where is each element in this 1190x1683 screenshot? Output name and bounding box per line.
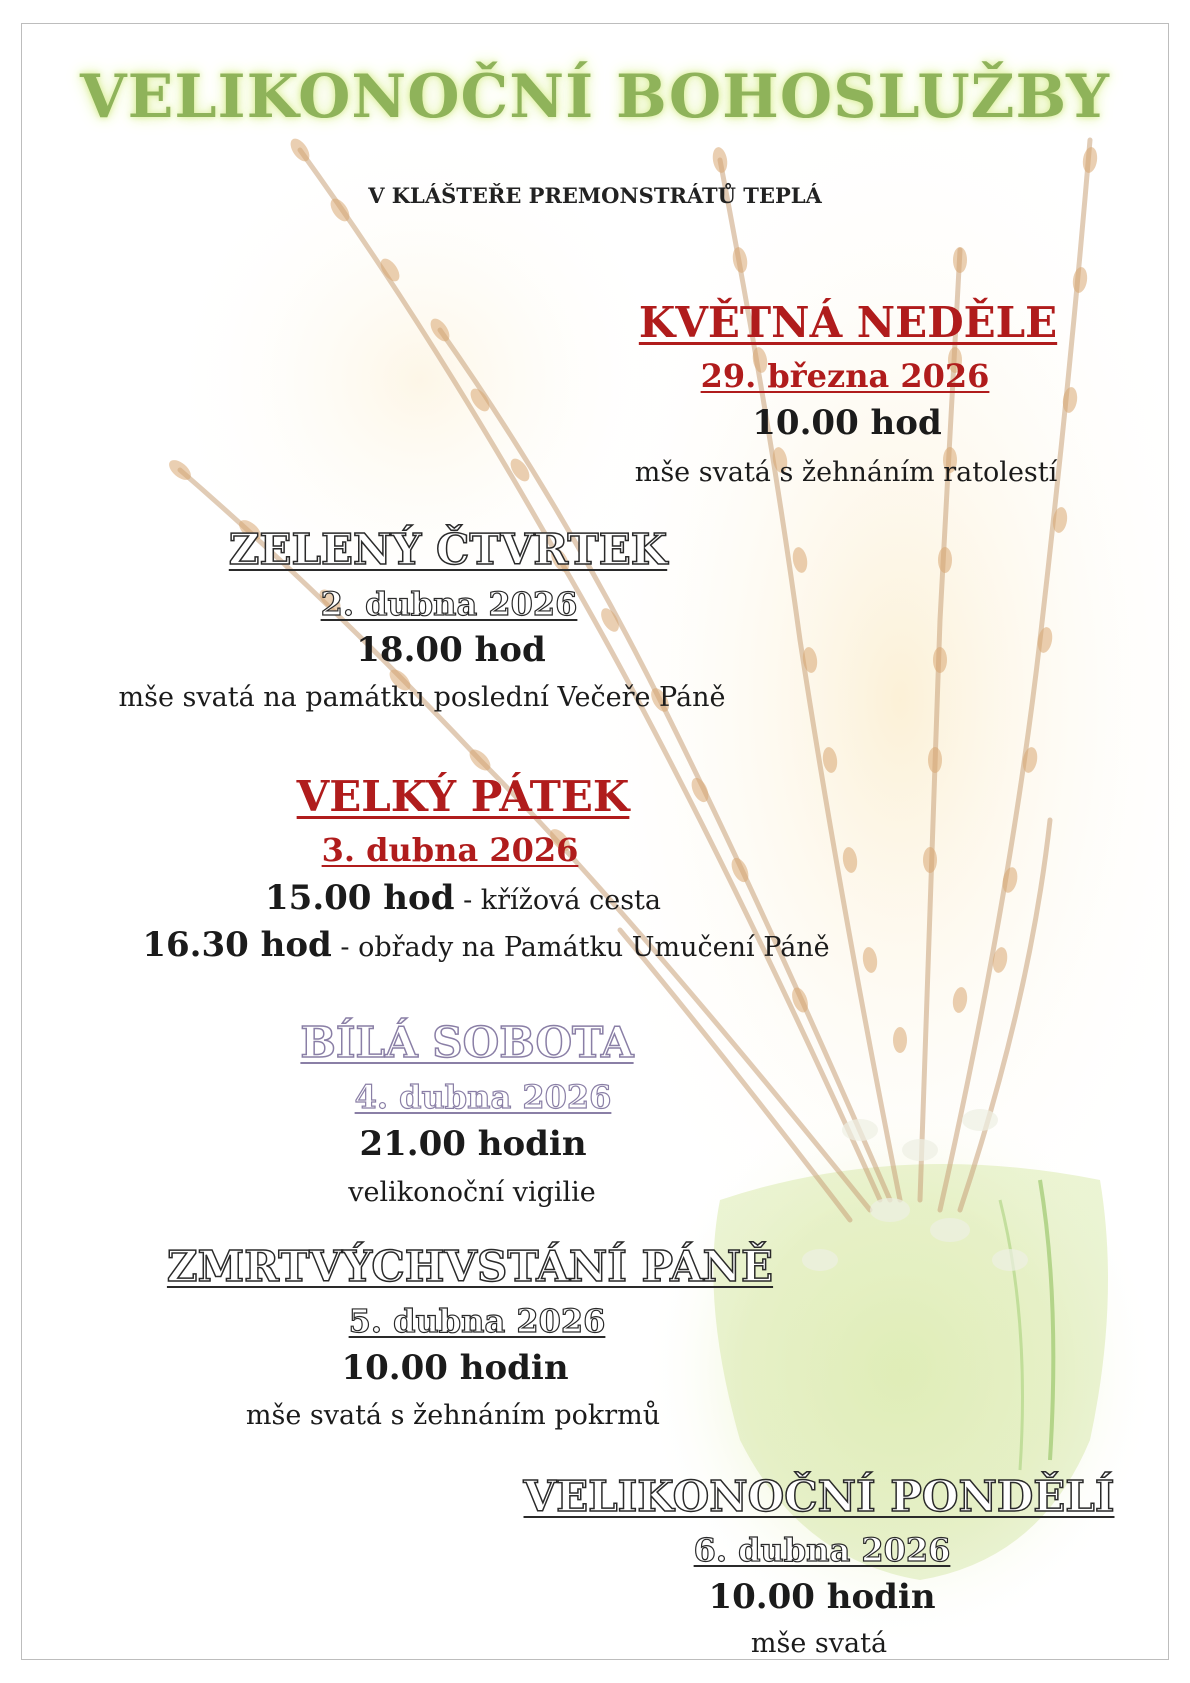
- event-zmrtvychvstani-description: mše svatá s žehnáním pokrmů: [245, 1400, 661, 1431]
- event-velky-patek-desc-1: - křížová cesta: [454, 885, 661, 916]
- event-kvetna-nedele-title: KVĚTNÁ NEDĚLE: [638, 298, 1058, 347]
- poster-subtitle: V KLÁŠTEŘE PREMONSTRÁTŮ TEPLÁ: [368, 183, 822, 208]
- event-velikonocni-pondeli-description: mše svatá: [750, 1628, 888, 1659]
- event-velky-patek-date: 3. dubna 2026: [321, 831, 579, 869]
- event-velikonocni-pondeli-time: 10.00 hodin: [708, 1577, 936, 1617]
- event-bila-sobota-time: 21.00 hodin: [359, 1124, 587, 1164]
- event-zeleny-ctvrtek-time: 18.00 hod: [356, 630, 546, 670]
- event-kvetna-nedele-date: 29. března 2026: [700, 357, 990, 395]
- poster-title: VELIKONOČNÍ BOHOSLUŽBY: [80, 62, 1110, 132]
- event-bila-sobota-description: velikonoční vigilie: [348, 1177, 596, 1208]
- event-velikonocni-pondeli-title: VELIKONOČNÍ PONDĚLÍ: [523, 1472, 1115, 1521]
- event-velky-patek-title: VELKÝ PÁTEK: [296, 772, 630, 821]
- event-zeleny-ctvrtek-description: mše svatá na památku poslední Večeře Páně: [118, 682, 726, 713]
- event-velky-patek-time-2: 16.30 hod: [142, 925, 332, 965]
- event-velky-patek-time-1: 15.00 hod: [265, 878, 455, 918]
- event-zmrtvychvstani-title: ZMRTVÝCHVSTÁNÍ PÁNĚ: [166, 1242, 774, 1291]
- event-bila-sobota-date: 4. dubna 2026: [354, 1078, 612, 1116]
- event-kvetna-nedele-time: 10.00 hod: [752, 403, 942, 443]
- event-zmrtvychvstani-date: 5. dubna 2026: [348, 1302, 606, 1340]
- event-zeleny-ctvrtek-title: ZELENÝ ČTVRTEK: [228, 525, 668, 574]
- event-kvetna-nedele-description: mše svatá s žehnáním ratolestí: [634, 457, 1058, 488]
- event-velky-patek-line-1: [265, 878, 661, 918]
- event-zeleny-ctvrtek-date: 2. dubna 2026: [320, 585, 578, 623]
- event-velky-patek-desc-2: - obřady na Památku Umučení Páně: [331, 932, 830, 963]
- event-bila-sobota-title: BÍLÁ SOBOTA: [300, 1018, 634, 1067]
- event-velikonocni-pondeli-date: 6. dubna 2026: [693, 1531, 951, 1569]
- event-zmrtvychvstani-time: 10.00 hodin: [341, 1348, 569, 1388]
- event-velky-patek-line-2: [142, 925, 829, 965]
